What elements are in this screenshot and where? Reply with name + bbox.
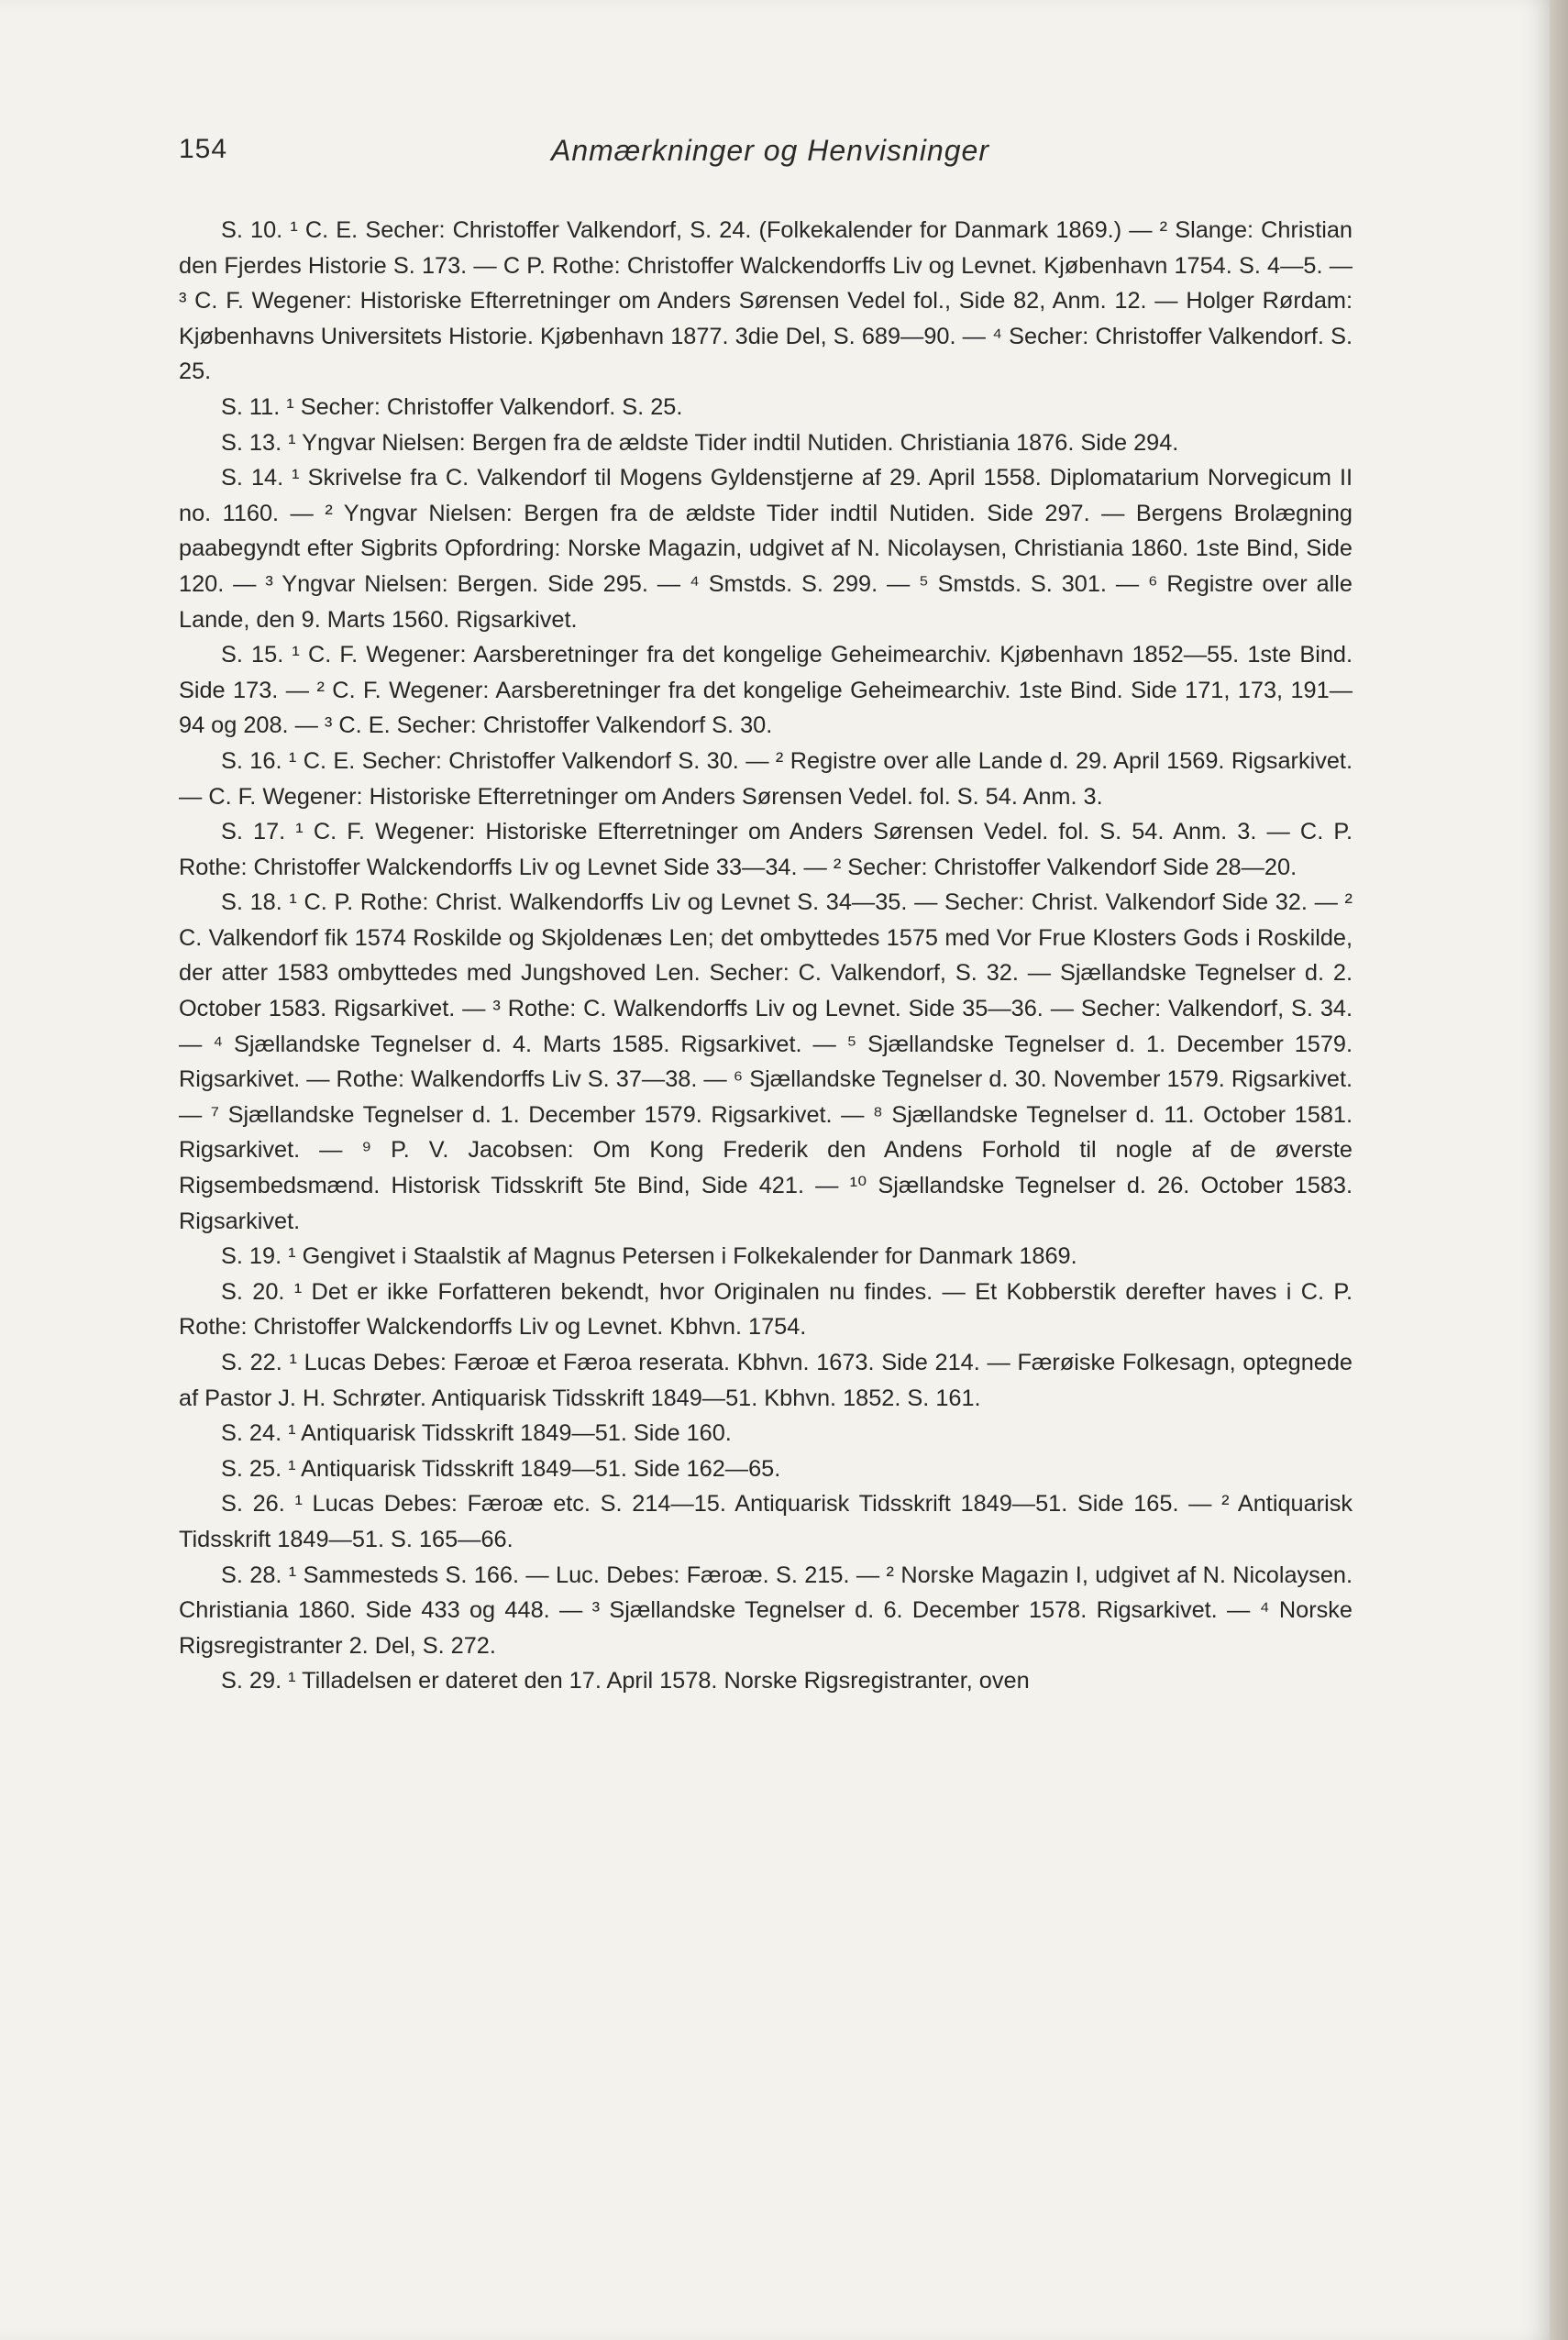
- note-entry-s24: S. 24. ¹ Antiquarisk Tidsskrift 1849—51. Side 160.: [221, 1420, 732, 1447]
- note-entry-s28: S. 28. ¹ Sammesteds S. 166. — Luc. Debes: Færoæ. S. 215. — ² Norske Magazin I, udgivet af N. Nicolaysen. Christiania 1860. Side 433 og 448. — ³ Sjællandske Tegnelser d. 6. December 1578. Rigsarkivet. — ⁴ Norske Rigsregistranter 2. Del, S. 272.: [179, 1562, 1353, 1659]
- page-number: 154: [179, 134, 228, 164]
- note-entry-s18: S. 18. ¹ C. P. Rothe: Christ. Walkendorffs Liv og Levnet S. 34—35. — Secher: Christ. Valkendorf Side 32. — ² C. Valkendorf fik 1574 Roskilde og Skjoldenæs Len; det ombyttedes 1575 med Vor Frue Klosters Gods i Roskilde, der atter 1583 ombyttedes med Jungshoved Len. Secher: C. Valkendorf, S. 32. — Sjællandske Tegnelser d. 2. October 1583. Rigsarkivet. — ³ Rothe: C. Walkendorffs Liv og Levnet. Side 35—36. — Secher: Valkendorf, S. 34. — ⁴ Sjællandske Tegnelser d. 4. Marts 1585. Rigsarkivet. — ⁵ Sjællandske Tegnelser d. 1. December 1579. Rigsarkivet. — Rothe: Walkendorffs Liv S. 37—38. — ⁶ Sjællandske Tegnelser d. 30. November 1579. Rigsarkivet. — ⁷ Sjællandske Tegnelser d. 1. December 1579. Rigsarkivet. — ⁸ Sjællandske Tegnelser d. 11. October 1581. Rigsarkivet. — ⁹ P. V. Jacobsen: Om Kong Frederik den Andens Forhold til nogle af de øverste Rigsembedsmænd. Historisk Tidsskrift 5te Bind, Side 421. — ¹⁰ Sjællandske Tegnelser d. 26. October 1583. Rigsarkivet.: [179, 889, 1353, 1234]
- note-entry-s26: S. 26. ¹ Lucas Debes: Færoæ etc. S. 214—15. Antiquarisk Tidsskrift 1849—51. Side 165. — ² Antiquarisk Tidsskrift 1849—51. S. 165—66.: [179, 1491, 1353, 1552]
- note-entry-s19: S. 19. ¹ Gengivet i Staalstik af Magnus Petersen i Folkekalender for Danmark 1869.: [221, 1243, 1077, 1270]
- note-entry-s25: S. 25. ¹ Antiquarisk Tidsskrift 1849—51. Side 162—65.: [221, 1455, 781, 1482]
- note-entry-s17: S. 17. ¹ C. F. Wegener: Historiske Efterretninger om Anders Sørensen Vedel. fol. S. 54. Anm. 3. — C. P. Rothe: Christoffer Walckendorffs Liv og Levnet Side 33—34. — ² Secher: Christoffer Valkendorf Side 28—20.: [179, 819, 1353, 880]
- page-edge-shadow: [1550, 0, 1568, 2340]
- notes-body: [179, 213, 1353, 1699]
- note-entry-s22: S. 22. ¹ Lucas Debes: Færoæ et Færoa reserata. Kbhvn. 1673. Side 214. — Færøiske Folkesagn, optegnede af Pastor J. H. Schrøter. Antiquarisk Tidsskrift 1849—51. Kbhvn. 1852. S. 161.: [179, 1350, 1353, 1411]
- note-entry-s10: S. 10. ¹ C. E. Secher: Christoffer Valkendorf, S. 24. (Folkekalender for Danmark 1869.) — ² Slange: Christian den Fjerdes Historie S. 173. — C P. Rothe: Christoffer Walckendorffs Liv og Levnet. Kjøbenhavn 1754. S. 4—5. — ³ C. F. Wegener: Historiske Efterretninger om Anders Sørensen Vedel fol., Side 82, Anm. 12. — Holger Rørdam: Kjøbenhavns Universitets Historie. Kjøbenhavn 1877. 3die Del, S. 689—90. — ⁴ Secher: Christoffer Valkendorf. S. 25.: [179, 217, 1353, 385]
- note-entry-s13: S. 13. ¹ Yngvar Nielsen: Bergen fra de ældste Tider indtil Nutiden. Christiania 1876. Side 294.: [221, 429, 1179, 456]
- running-title: Anmærkninger og Henvisninger: [551, 134, 989, 167]
- note-entry-s29: S. 29. ¹ Tilladelsen er dateret den 17. April 1578. Norske Rigsregistranter, oven: [221, 1668, 1030, 1694]
- note-entry-s15: S. 15. ¹ C. F. Wegener: Aarsberetninger fra det kongelige Geheimearchiv. Kjøbenhavn 1852—55. 1ste Bind. Side 173. — ² C. F. Wegener: Aarsberetninger fra det kongelige Geheimearchiv. 1ste Bind. Side 171, 173, 191—94 og 208. — ³ C. E. Secher: Christoffer Valkendorf S. 30.: [179, 642, 1353, 739]
- note-entry-s14: S. 14. ¹ Skrivelse fra C. Valkendorf til Mogens Gyldenstjerne af 29. April 1558. Diplomatarium Norvegicum II no. 1160. — ² Yngvar Nielsen: Bergen fra de ældste Tider indtil Nutiden. Side 297. — Bergens Brolægning paabegyndt efter Sigbrits Opfordring: Norske Magazin, udgivet af N. Nicolaysen, Christiania 1860. 1ste Bind, Side 120. — ³ Yngvar Nielsen: Bergen. Side 295. — ⁴ Smstds. S. 299. — ⁵ Smstds. S. 301. — ⁶ Registre over alle Lande, den 9. Marts 1560. Rigsarkivet.: [179, 465, 1353, 633]
- note-entry-s20: S. 20. ¹ Det er ikke Forfatteren bekendt, hvor Originalen nu findes. — Et Kobberstik derefter haves i C. P. Rothe: Christoffer Walckendorffs Liv og Levnet. Kbhvn. 1754.: [179, 1278, 1353, 1341]
- note-entry-s16: S. 16. ¹ C. E. Secher: Christoffer Valkendorf S. 30. — ² Registre over alle Lande d. 29. April 1569. Rigsarkivet. — C. F. Wegener: Historiske Efterretninger om Anders Sørensen Vedel. fol. S. 54. Anm. 3.: [179, 747, 1353, 810]
- page-header: [179, 134, 1362, 180]
- note-entry-s11: S. 11. ¹ Secher: Christoffer Valkendorf. S. 25.: [221, 393, 683, 420]
